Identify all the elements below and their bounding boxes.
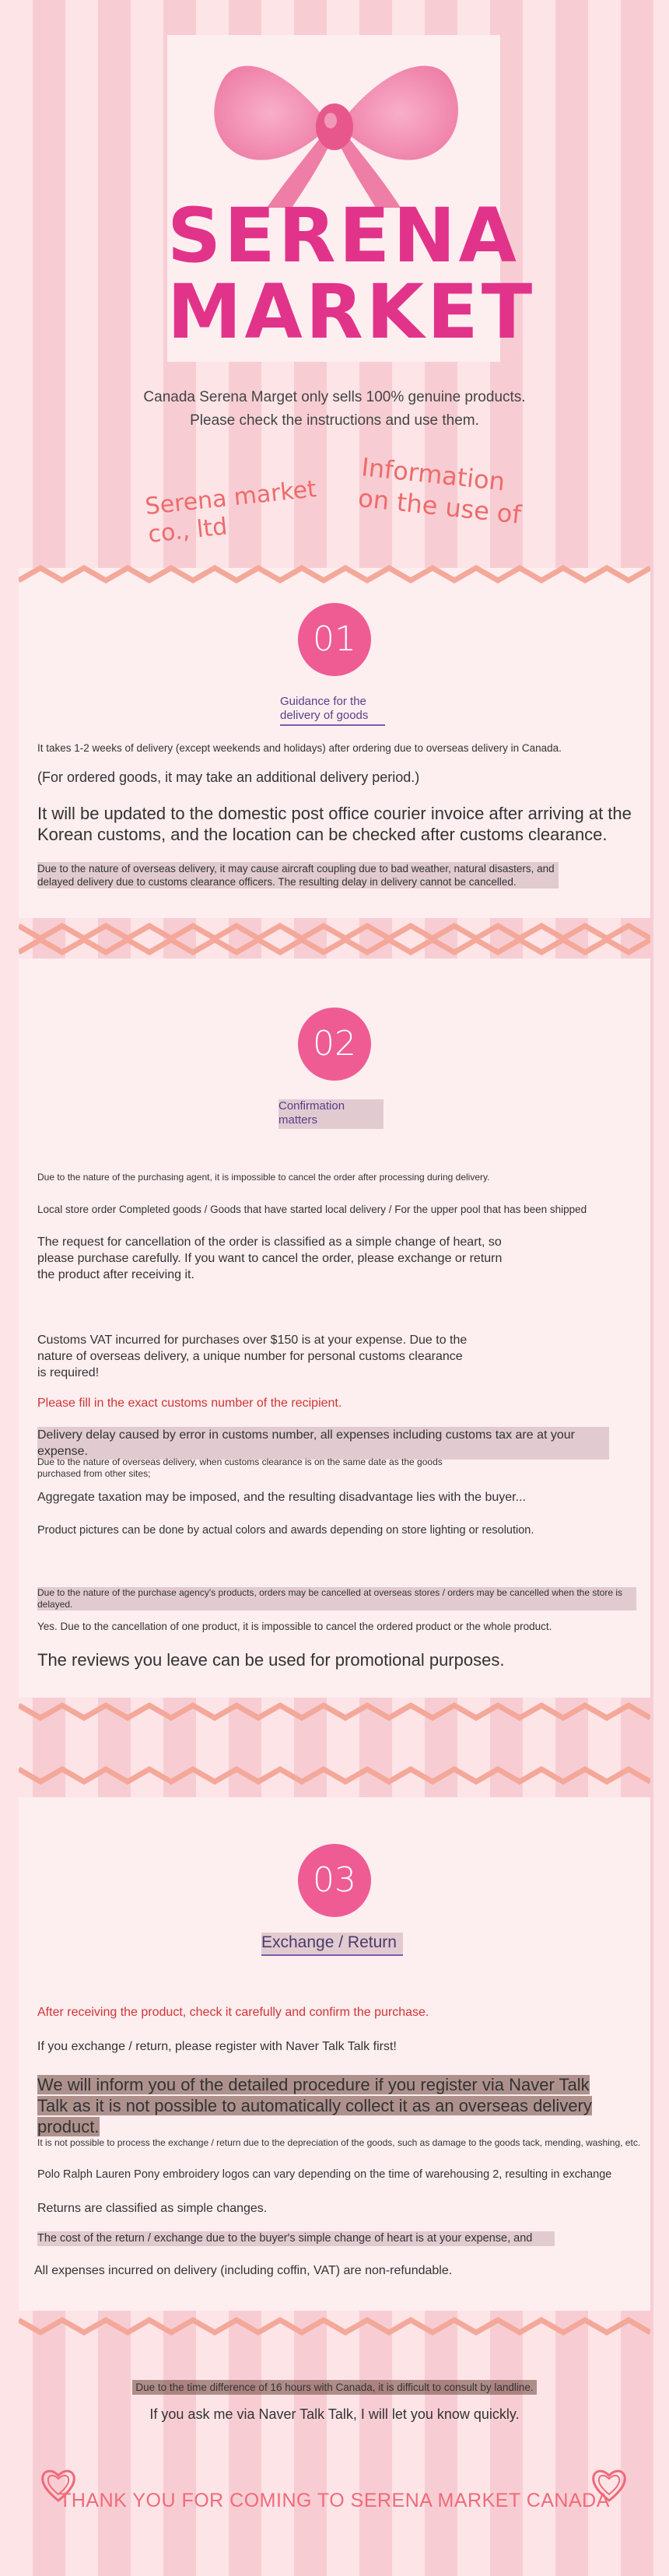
- exchange-item-8: All expenses incurred on delivery (including coffin, VAT) are non-refundable.: [34, 2264, 453, 2277]
- footer-line-1: [0, 2381, 669, 2394]
- delivery-item-2: (For ordered goods, it may take an additional delivery period.): [37, 769, 420, 785]
- zigzag-divider: [19, 1760, 650, 1799]
- section-number-03: 03: [298, 1844, 371, 1917]
- footer-line-2: If you ask me via Naver Talk Talk, I will let you know quickly.: [149, 2406, 520, 2422]
- exchange-item-4: It is not possible to process the exchange / return due to the depreciation of the goods, such as damage to the goods tack, mending, washing, etc.: [37, 2137, 641, 2148]
- confirm-item-6: Delivery delay caused by error in customs number, all expenses including customs tax are at your expense.: [37, 1427, 609, 1460]
- thank-you-message: THANK YOU FOR COMING TO SERENA MARKET CANADA: [59, 2490, 610, 2511]
- confirm-item-1: Due to the nature of the purchasing agent, it is impossible to cancel the order after processing during delivery.: [37, 1172, 490, 1183]
- section-title-confirmation: Confirmation matters: [278, 1099, 384, 1129]
- confirm-item-10: Due to the nature of the purchase agency's products, orders may be cancelled at overseas stores / orders may be cancelled when the store is delayed.: [37, 1587, 636, 1610]
- exchange-item-2: If you exchange / return, please register with Naver Talk Talk first!: [37, 2040, 397, 2053]
- confirm-item-9: Product pictures can be done by actual colors and awards depending on store lighting or resolution.: [37, 1524, 534, 1537]
- zigzag-divider: [19, 1696, 650, 1735]
- confirm-item-4: Customs VAT incurred for purchases over $150 is at your expense. Due to the nature of overseas delivery, a unique number for personal customs clearance is required!: [37, 1334, 468, 1379]
- section-number-02: 02: [298, 1008, 371, 1081]
- exchange-item-7: The cost of the return / exchange due to the buyer's simple change of heart is at your expense, and: [37, 2231, 555, 2246]
- delivery-item-3: It will be updated to the domestic post office courier invoice after arriving at the Korean customs, and the location can be checked after customs clearance.: [37, 804, 632, 844]
- handwriting-info: Information on the use of: [356, 452, 523, 530]
- handwriting-company: Serena market co., ltd: [143, 475, 318, 548]
- section-title-exchange: Exchange / Return: [261, 1933, 403, 1956]
- logo: [167, 35, 536, 362]
- exchange-item-6: Returns are classified as simple changes.: [37, 2202, 268, 2215]
- confirm-item-3: The request for cancellation of the order is classified as a simple change of heart, so please purchase carefully. If you want to cancel the order, please exchange or return the product after receiving it.: [37, 1235, 503, 1281]
- delivery-item-4: Due to the nature of overseas delivery, it may cause aircraft coupling due to bad weather, natural disasters, and delayed delivery due to customs clearance officers. The resulting delay in delivery cannot be cancelled.: [37, 862, 559, 888]
- intro-line-1: Canada Serena Marget only sells 100% genuine products.: [143, 389, 526, 405]
- confirm-item-12: The reviews you leave can be used for promotional purposes.: [37, 1650, 505, 1670]
- exchange-item-1: After receiving the product, check it carefully and confirm the purchase.: [37, 2006, 429, 2019]
- zigzag-divider: [19, 562, 650, 588]
- brand-name-line1: SERENA: [167, 192, 520, 279]
- confirm-item-11: Yes. Due to the cancellation of one product, it is impossible to cancel the ordered product or the whole product.: [37, 1621, 552, 1632]
- section-title-delivery: Guidance for the delivery of goods: [280, 695, 385, 726]
- confirm-item-5: Please fill in the exact customs number of the recipient.: [37, 1397, 342, 1410]
- footer-line-1-text: Due to the time difference of 16 hours with Canada, it is difficult to consult by landline.: [132, 2380, 536, 2395]
- intro-line-2: Please check the instructions and use them.: [190, 412, 479, 429]
- exchange-item-3-text: We will inform you of the detailed procedure if you register via Naver Talk Talk as it is not possible to automatically collect it as an overseas delivery product.: [37, 2075, 592, 2136]
- section-number-01: 01: [298, 603, 371, 676]
- confirm-item-7: Due to the nature of overseas delivery, when customs clearance is on the same date as the goods purchased from other sites;: [37, 1456, 443, 1479]
- exchange-item-5: Polo Ralph Lauren Pony embroidery logos can vary depending on the time of warehousing 2, resulting in exchange: [37, 2168, 612, 2181]
- zigzag-divider: [19, 2311, 650, 2342]
- brand-name-line2: MARKET: [167, 268, 536, 356]
- confirm-item-2: Local store order Completed goods / Goods that have started local delivery / For the upper pool that has been shipped: [37, 1204, 587, 1215]
- delivery-item-1: It takes 1-2 weeks of delivery (except weekends and holidays) after ordering due to overseas delivery in Canada.: [37, 742, 562, 754]
- pink-bow-icon: [167, 35, 500, 214]
- confirm-item-8: Aggregate taxation may be imposed, and the resulting disadvantage lies with the buyer...: [37, 1491, 526, 1504]
- zigzag-divider: [19, 916, 650, 955]
- exchange-item-3: [37, 2074, 617, 2137]
